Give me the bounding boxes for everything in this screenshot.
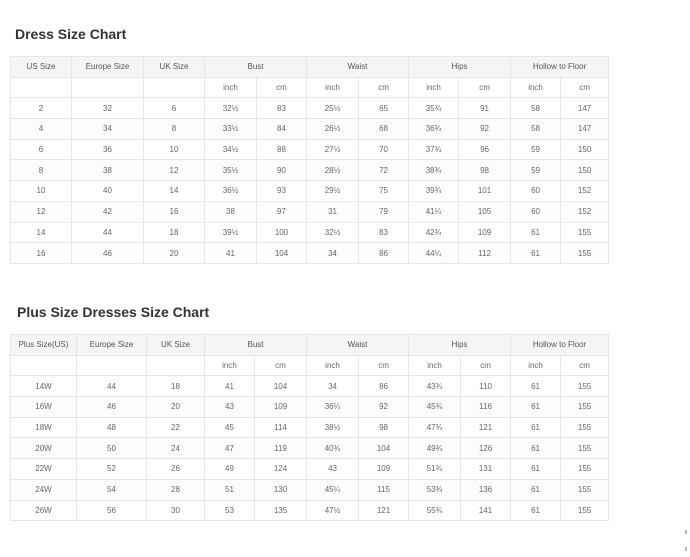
table-cell: 60 — [511, 181, 561, 202]
table-cell: 72 — [359, 160, 409, 181]
unit-header: cm — [561, 77, 609, 98]
table-row — [11, 139, 609, 160]
column-header: Waist — [307, 57, 409, 78]
table-cell: 16 — [144, 201, 205, 222]
column-header: UK Size — [144, 57, 205, 78]
column-header: Bust — [205, 335, 307, 356]
table-cell: 10 — [11, 181, 72, 202]
plus-size-chart-title: Plus Size Dresses Size Chart — [17, 304, 210, 320]
table-cell: 18 — [147, 376, 205, 397]
unit-header: cm — [359, 77, 409, 98]
table-cell: 155 — [561, 376, 609, 397]
table-cell: 119 — [255, 438, 307, 459]
table-cell: 44 — [77, 376, 147, 397]
table-cell: 104 — [255, 376, 307, 397]
plus-size-table — [10, 334, 609, 521]
unit-header: inch — [409, 355, 461, 376]
table-cell: 6 — [144, 98, 205, 119]
table-cell: 110 — [461, 376, 511, 397]
table-cell: 61 — [511, 222, 561, 243]
table-cell: 155 — [561, 397, 609, 418]
table-cell: 26½ — [307, 119, 359, 140]
table-cell: 97 — [257, 201, 307, 222]
unit-header-row — [11, 355, 609, 376]
table-cell: 32½ — [205, 98, 257, 119]
table-cell: 16 — [11, 243, 72, 264]
table-cell: 4 — [11, 119, 72, 140]
table-cell: 38½ — [307, 417, 359, 438]
table-row — [11, 417, 609, 438]
unit-header: inch — [409, 77, 459, 98]
table-cell: 104 — [359, 438, 409, 459]
blank-cell — [77, 355, 147, 376]
table-cell: 79 — [359, 201, 409, 222]
table-cell: 56 — [77, 500, 147, 521]
table-cell: 100 — [257, 222, 307, 243]
table-cell: 61 — [511, 397, 561, 418]
table-cell: 28½ — [307, 160, 359, 181]
table-cell: 86 — [359, 376, 409, 397]
table-cell: 18 — [144, 222, 205, 243]
blank-cell — [147, 355, 205, 376]
table-cell: 59 — [511, 160, 561, 181]
table-cell: 152 — [561, 201, 609, 222]
table-cell: 14 — [144, 181, 205, 202]
table-cell: 61 — [511, 459, 561, 480]
table-cell: 86 — [359, 243, 409, 264]
table-cell: 112 — [459, 243, 511, 264]
table-cell: 141 — [461, 500, 511, 521]
table-cell: 131 — [461, 459, 511, 480]
column-header: Europe Size — [72, 57, 144, 78]
table-cell: 14 — [11, 222, 72, 243]
table-cell: 20W — [11, 438, 77, 459]
blank-cell — [11, 355, 77, 376]
table-cell: 43¾ — [409, 376, 461, 397]
table-cell: 116 — [461, 397, 511, 418]
table-cell: 150 — [561, 139, 609, 160]
table-cell: 150 — [561, 160, 609, 181]
unit-header: cm — [561, 355, 609, 376]
table-cell: 45 — [205, 417, 255, 438]
table-row — [11, 438, 609, 459]
table-cell: 126 — [461, 438, 511, 459]
table-cell: 152 — [561, 181, 609, 202]
table-cell: 58 — [511, 119, 561, 140]
table-row — [11, 160, 609, 181]
table-cell: 114 — [255, 417, 307, 438]
table-cell: 147 — [561, 119, 609, 140]
column-header: Hips — [409, 57, 511, 78]
unit-header: cm — [257, 77, 307, 98]
table-cell: 6 — [11, 139, 72, 160]
column-header: Hollow to Floor — [511, 57, 609, 78]
column-header: Hips — [409, 335, 511, 356]
table-cell: 136 — [461, 479, 511, 500]
table-cell: 30 — [147, 500, 205, 521]
table-cell: 61 — [511, 243, 561, 264]
table-cell: 109 — [255, 397, 307, 418]
table-cell: 52 — [77, 459, 147, 480]
table-cell: 61 — [511, 479, 561, 500]
page-edge-mark — [685, 547, 687, 551]
table-cell: 115 — [359, 479, 409, 500]
table-cell: 44 — [72, 222, 144, 243]
table-cell: 47¾ — [409, 417, 461, 438]
blank-cell — [72, 77, 144, 98]
table-cell: 18W — [11, 417, 77, 438]
table-cell: 47 — [205, 438, 255, 459]
table-cell: 155 — [561, 479, 609, 500]
table-cell: 147 — [561, 98, 609, 119]
column-header: Europe Size — [77, 335, 147, 356]
table-cell: 49 — [205, 459, 255, 480]
blank-cell — [11, 77, 72, 98]
table-cell: 8 — [144, 119, 205, 140]
table-cell: 34 — [307, 243, 359, 264]
table-cell: 109 — [459, 222, 511, 243]
table-cell: 42¾ — [409, 222, 459, 243]
table-cell: 39¾ — [409, 181, 459, 202]
table-row — [11, 500, 609, 521]
table-cell: 25½ — [307, 98, 359, 119]
table-cell: 43 — [205, 397, 255, 418]
table-cell: 61 — [511, 500, 561, 521]
table-row — [11, 376, 609, 397]
unit-header: cm — [359, 355, 409, 376]
table-cell: 12 — [144, 160, 205, 181]
unit-header: cm — [459, 77, 511, 98]
table-cell: 92 — [359, 397, 409, 418]
table-cell: 51 — [205, 479, 255, 500]
table-cell: 40 — [72, 181, 144, 202]
table-row — [11, 119, 609, 140]
column-header: Bust — [205, 57, 307, 78]
table-cell: 22 — [147, 417, 205, 438]
table-row — [11, 479, 609, 500]
table-cell: 8 — [11, 160, 72, 181]
table-cell: 88 — [257, 139, 307, 160]
table-cell: 29½ — [307, 181, 359, 202]
table-cell: 49¾ — [409, 438, 461, 459]
table-cell: 109 — [359, 459, 409, 480]
table-cell: 104 — [257, 243, 307, 264]
table-cell: 41 — [205, 243, 257, 264]
table-cell: 155 — [561, 500, 609, 521]
table-cell: 38¾ — [409, 160, 459, 181]
table-cell: 20 — [144, 243, 205, 264]
page-edge-mark — [685, 530, 687, 534]
table-header-row — [11, 335, 609, 356]
table-cell: 53 — [205, 500, 255, 521]
table-cell: 44¼ — [409, 243, 459, 264]
table-cell: 39½ — [205, 222, 257, 243]
table-cell: 121 — [359, 500, 409, 521]
table-cell: 130 — [255, 479, 307, 500]
table-cell: 26W — [11, 500, 77, 521]
table-header-row — [11, 57, 609, 78]
table-cell: 10 — [144, 139, 205, 160]
table-cell: 155 — [561, 459, 609, 480]
table-cell: 40¾ — [307, 438, 359, 459]
table-cell: 34 — [72, 119, 144, 140]
unit-header: inch — [307, 77, 359, 98]
table-row — [11, 222, 609, 243]
table-cell: 59 — [511, 139, 561, 160]
table-row — [11, 181, 609, 202]
column-header: UK Size — [147, 335, 205, 356]
table-cell: 61 — [511, 376, 561, 397]
table-cell: 32 — [72, 98, 144, 119]
table-cell: 43 — [307, 459, 359, 480]
table-cell: 33½ — [205, 119, 257, 140]
table-cell: 124 — [255, 459, 307, 480]
table-cell: 98 — [459, 160, 511, 181]
table-cell: 24W — [11, 479, 77, 500]
blank-cell — [144, 77, 205, 98]
column-header: US Size — [11, 57, 72, 78]
table-cell: 92 — [459, 119, 511, 140]
unit-header: inch — [511, 355, 561, 376]
table-cell: 45¾ — [409, 397, 461, 418]
table-cell: 37¾ — [409, 139, 459, 160]
table-cell: 14W — [11, 376, 77, 397]
table-cell: 35¾ — [409, 98, 459, 119]
table-cell: 121 — [461, 417, 511, 438]
table-cell: 105 — [459, 201, 511, 222]
column-header: Plus Size(US) — [11, 335, 77, 356]
table-cell: 38 — [72, 160, 144, 181]
table-cell: 90 — [257, 160, 307, 181]
unit-header: inch — [205, 77, 257, 98]
table-row — [11, 201, 609, 222]
table-cell: 61 — [511, 438, 561, 459]
unit-header-row — [11, 77, 609, 98]
table-cell: 36½ — [205, 181, 257, 202]
table-cell: 28 — [147, 479, 205, 500]
table-cell: 36 — [72, 139, 144, 160]
table-cell: 41 — [205, 376, 255, 397]
table-cell: 46 — [77, 397, 147, 418]
table-cell: 2 — [11, 98, 72, 119]
table-cell: 22W — [11, 459, 77, 480]
table-cell: 47½ — [307, 500, 359, 521]
table-cell: 68 — [359, 119, 409, 140]
table-cell: 53¾ — [409, 479, 461, 500]
unit-header: cm — [461, 355, 511, 376]
table-row — [11, 397, 609, 418]
table-cell: 83 — [359, 222, 409, 243]
table-cell: 93 — [257, 181, 307, 202]
table-cell: 84 — [257, 119, 307, 140]
table-cell: 65 — [359, 98, 409, 119]
table-cell: 32½ — [307, 222, 359, 243]
table-cell: 36¼ — [307, 397, 359, 418]
table-cell: 155 — [561, 438, 609, 459]
table-cell: 101 — [459, 181, 511, 202]
table-cell: 50 — [77, 438, 147, 459]
table-cell: 45¼ — [307, 479, 359, 500]
table-cell: 58 — [511, 98, 561, 119]
table-cell: 20 — [147, 397, 205, 418]
dress-size-chart-title: Dress Size Chart — [15, 26, 127, 42]
table-cell: 26 — [147, 459, 205, 480]
table-cell: 91 — [459, 98, 511, 119]
unit-header: inch — [205, 355, 255, 376]
table-cell: 155 — [561, 222, 609, 243]
table-cell: 24 — [147, 438, 205, 459]
table-row — [11, 243, 609, 264]
table-cell: 27½ — [307, 139, 359, 160]
table-row — [11, 98, 609, 119]
table-cell: 55¾ — [409, 500, 461, 521]
table-cell: 51¾ — [409, 459, 461, 480]
table-cell: 75 — [359, 181, 409, 202]
table-cell: 46 — [72, 243, 144, 264]
table-cell: 96 — [459, 139, 511, 160]
table-cell: 70 — [359, 139, 409, 160]
table-cell: 41¼ — [409, 201, 459, 222]
table-cell: 36¾ — [409, 119, 459, 140]
table-cell: 34 — [307, 376, 359, 397]
table-cell: 12 — [11, 201, 72, 222]
table-cell: 155 — [561, 243, 609, 264]
column-header: Waist — [307, 335, 409, 356]
table-cell: 16W — [11, 397, 77, 418]
table-cell: 61 — [511, 417, 561, 438]
dress-size-table — [10, 56, 609, 264]
table-cell: 98 — [359, 417, 409, 438]
table-cell: 155 — [561, 417, 609, 438]
column-header: Hollow to Floor — [511, 335, 609, 356]
table-cell: 83 — [257, 98, 307, 119]
table-cell: 31 — [307, 201, 359, 222]
table-cell: 35½ — [205, 160, 257, 181]
unit-header: inch — [511, 77, 561, 98]
table-cell: 54 — [77, 479, 147, 500]
unit-header: inch — [307, 355, 359, 376]
table-cell: 60 — [511, 201, 561, 222]
table-cell: 34½ — [205, 139, 257, 160]
table-cell: 135 — [255, 500, 307, 521]
table-row — [11, 459, 609, 480]
table-cell: 48 — [77, 417, 147, 438]
table-cell: 38 — [205, 201, 257, 222]
table-cell: 42 — [72, 201, 144, 222]
unit-header: cm — [255, 355, 307, 376]
